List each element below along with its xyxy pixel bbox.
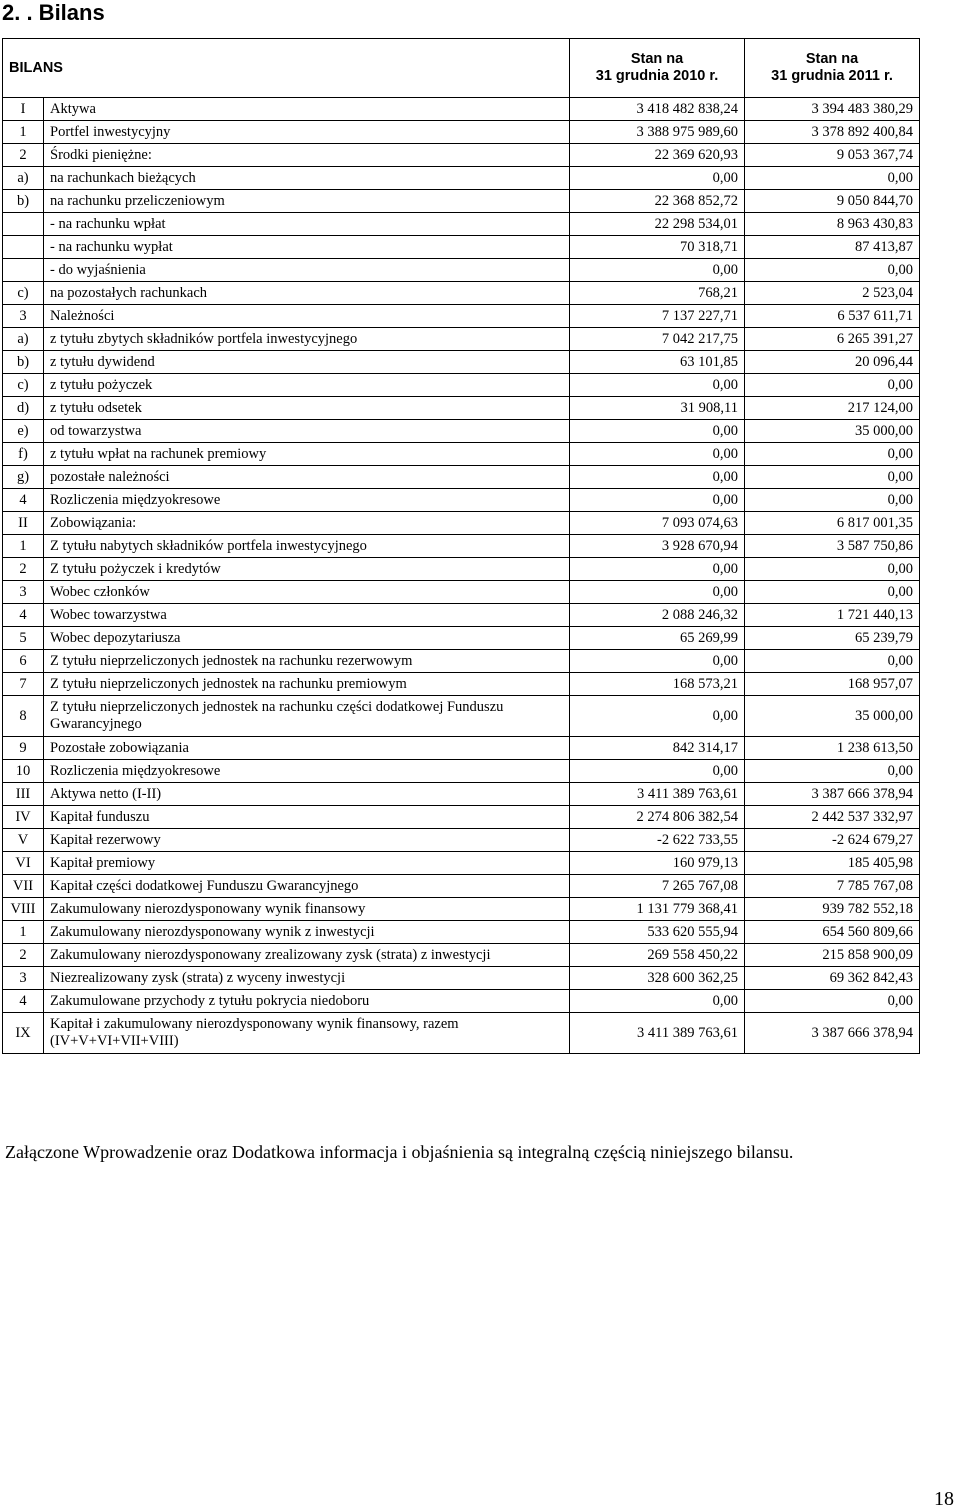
row-label: Wobec towarzystwa bbox=[44, 604, 570, 627]
value-2010: 0,00 bbox=[570, 420, 745, 443]
row-number: 7 bbox=[3, 673, 44, 696]
value-2011: 7 785 767,08 bbox=[745, 875, 920, 898]
page-number: 18 bbox=[934, 1488, 954, 1510]
value-2010: 3 388 975 989,60 bbox=[570, 121, 745, 144]
row-label: Kapitał funduszu bbox=[44, 806, 570, 829]
table-row bbox=[3, 967, 920, 990]
table-row bbox=[3, 466, 920, 489]
value-2011: 9 053 367,74 bbox=[745, 144, 920, 167]
table-row bbox=[3, 489, 920, 512]
row-number: VI bbox=[3, 852, 44, 875]
row-number: 10 bbox=[3, 760, 44, 783]
table-row bbox=[3, 921, 920, 944]
value-2011: 654 560 809,66 bbox=[745, 921, 920, 944]
value-2011: 168 957,07 bbox=[745, 673, 920, 696]
row-number: 2 bbox=[3, 558, 44, 581]
value-2010: 0,00 bbox=[570, 760, 745, 783]
table-row bbox=[3, 512, 920, 535]
value-2010: 2 088 246,32 bbox=[570, 604, 745, 627]
row-number: 8 bbox=[3, 696, 44, 737]
value-2011: 1 238 613,50 bbox=[745, 737, 920, 760]
value-2010: 0,00 bbox=[570, 990, 745, 1013]
value-2011: 3 378 892 400,84 bbox=[745, 121, 920, 144]
value-2011: 6 265 391,27 bbox=[745, 328, 920, 351]
value-2011: 20 096,44 bbox=[745, 351, 920, 374]
value-2010: 7 137 227,71 bbox=[570, 305, 745, 328]
value-2011: 3 387 666 378,94 bbox=[745, 1013, 920, 1054]
value-2010: 70 318,71 bbox=[570, 236, 745, 259]
value-2010: 7 093 074,63 bbox=[570, 512, 745, 535]
row-label: - na rachunku wpłat bbox=[44, 213, 570, 236]
value-2011: 3 587 750,86 bbox=[745, 535, 920, 558]
value-2010: 0,00 bbox=[570, 443, 745, 466]
row-label: - na rachunku wypłat bbox=[44, 236, 570, 259]
row-number: 3 bbox=[3, 581, 44, 604]
value-2011: 0,00 bbox=[745, 259, 920, 282]
footnote: Załączone Wprowadzenie oraz Dodatkowa informacja i objaśnienia są integralną częścią niniejszego bilansu. bbox=[5, 1142, 794, 1162]
table-row bbox=[3, 898, 920, 921]
row-label: Wobec depozytariusza bbox=[44, 627, 570, 650]
row-label: z tytułu pożyczek bbox=[44, 374, 570, 397]
table-row bbox=[3, 213, 920, 236]
column-header-2010-line2: 31 grudnia 2010 r. bbox=[595, 68, 719, 84]
table-row bbox=[3, 121, 920, 144]
table-row bbox=[3, 374, 920, 397]
row-number: 4 bbox=[3, 604, 44, 627]
table-row bbox=[3, 1013, 920, 1054]
table-row bbox=[3, 829, 920, 852]
value-2011: 8 963 430,83 bbox=[745, 213, 920, 236]
value-2011: 35 000,00 bbox=[745, 420, 920, 443]
value-2010: 22 298 534,01 bbox=[570, 213, 745, 236]
table-row bbox=[3, 944, 920, 967]
row-number: c) bbox=[3, 282, 44, 305]
table-row bbox=[3, 650, 920, 673]
table-row bbox=[3, 806, 920, 829]
value-2010: 22 368 852,72 bbox=[570, 190, 745, 213]
table-row bbox=[3, 328, 920, 351]
row-label: z tytułu dywidend bbox=[44, 351, 570, 374]
row-number: 3 bbox=[3, 967, 44, 990]
value-2010: 3 411 389 763,61 bbox=[570, 783, 745, 806]
value-2011: 0,00 bbox=[745, 466, 920, 489]
table-row bbox=[3, 282, 920, 305]
row-label: pozostałe należności bbox=[44, 466, 570, 489]
table-row bbox=[3, 673, 920, 696]
value-2011: 0,00 bbox=[745, 443, 920, 466]
value-2010: -2 622 733,55 bbox=[570, 829, 745, 852]
column-header-2011-line2: 31 grudnia 2011 r. bbox=[771, 68, 893, 84]
row-label: Z tytułu nabytych składników portfela inwestycyjnego bbox=[44, 535, 570, 558]
value-2010: 0,00 bbox=[570, 650, 745, 673]
row-number: VIII bbox=[3, 898, 44, 921]
row-number: f) bbox=[3, 443, 44, 466]
table-title: BILANS bbox=[3, 39, 570, 98]
value-2011: 939 782 552,18 bbox=[745, 898, 920, 921]
value-2010: 533 620 555,94 bbox=[570, 921, 745, 944]
value-2011: 6 537 611,71 bbox=[745, 305, 920, 328]
balance-sheet-table bbox=[2, 38, 920, 1054]
column-header-2010-line1: Stan na bbox=[630, 51, 684, 67]
value-2010: 63 101,85 bbox=[570, 351, 745, 374]
value-2011: 0,00 bbox=[745, 167, 920, 190]
row-label: Zobowiązania: bbox=[44, 512, 570, 535]
row-number: 3 bbox=[3, 305, 44, 328]
table-row bbox=[3, 696, 920, 737]
value-2011: 0,00 bbox=[745, 374, 920, 397]
row-label: Pozostałe zobowiązania bbox=[44, 737, 570, 760]
table-row bbox=[3, 351, 920, 374]
row-number: II bbox=[3, 512, 44, 535]
value-2010: 7 265 767,08 bbox=[570, 875, 745, 898]
row-label: na pozostałych rachunkach bbox=[44, 282, 570, 305]
value-2011: 65 239,79 bbox=[745, 627, 920, 650]
value-2011: 3 394 483 380,29 bbox=[745, 98, 920, 121]
column-header-2011 bbox=[745, 39, 920, 98]
row-number: IV bbox=[3, 806, 44, 829]
row-label: Zakumulowany nierozdysponowany wynik z inwestycji bbox=[44, 921, 570, 944]
table-row bbox=[3, 305, 920, 328]
value-2010: 328 600 362,25 bbox=[570, 967, 745, 990]
value-2010: 3 418 482 838,24 bbox=[570, 98, 745, 121]
row-label: z tytułu wpłat na rachunek premiowy bbox=[44, 443, 570, 466]
row-number: 9 bbox=[3, 737, 44, 760]
value-2011: 6 817 001,35 bbox=[745, 512, 920, 535]
row-number bbox=[3, 236, 44, 259]
table-row bbox=[3, 581, 920, 604]
row-number: a) bbox=[3, 167, 44, 190]
row-label: Z tytułu pożyczek i kredytów bbox=[44, 558, 570, 581]
row-label: Środki pieniężne: bbox=[44, 144, 570, 167]
value-2010: 160 979,13 bbox=[570, 852, 745, 875]
value-2011: 217 124,00 bbox=[745, 397, 920, 420]
value-2010: 22 369 620,93 bbox=[570, 144, 745, 167]
row-label: Wobec członków bbox=[44, 581, 570, 604]
row-label: Kapitał i zakumulowany nierozdysponowany wynik finansowy, razem (IV+V+VI+VII+VIII) bbox=[44, 1013, 570, 1054]
row-number: c) bbox=[3, 374, 44, 397]
row-label: - do wyjaśnienia bbox=[44, 259, 570, 282]
row-number: g) bbox=[3, 466, 44, 489]
section-heading: 2. . Bilans bbox=[2, 0, 105, 25]
row-label: Z tytułu nieprzeliczonych jednostek na rachunku premiowym bbox=[44, 673, 570, 696]
value-2011: 3 387 666 378,94 bbox=[745, 783, 920, 806]
value-2010: 3 928 670,94 bbox=[570, 535, 745, 558]
row-number: d) bbox=[3, 397, 44, 420]
value-2011: 0,00 bbox=[745, 581, 920, 604]
row-label: Rozliczenia międzyokresowe bbox=[44, 489, 570, 512]
row-label: Kapitał części dodatkowej Funduszu Gwarancyjnego bbox=[44, 875, 570, 898]
row-number: 1 bbox=[3, 921, 44, 944]
table-row bbox=[3, 783, 920, 806]
value-2010: 0,00 bbox=[570, 696, 745, 737]
row-label: Kapitał premiowy bbox=[44, 852, 570, 875]
row-number bbox=[3, 213, 44, 236]
value-2010: 2 274 806 382,54 bbox=[570, 806, 745, 829]
row-label: Zakumulowany nierozdysponowany wynik finansowy bbox=[44, 898, 570, 921]
table-row bbox=[3, 760, 920, 783]
value-2011: 185 405,98 bbox=[745, 852, 920, 875]
table-row bbox=[3, 397, 920, 420]
row-number bbox=[3, 259, 44, 282]
row-number: III bbox=[3, 783, 44, 806]
row-number: 2 bbox=[3, 944, 44, 967]
value-2011: 215 858 900,09 bbox=[745, 944, 920, 967]
value-2010: 842 314,17 bbox=[570, 737, 745, 760]
value-2010: 3 411 389 763,61 bbox=[570, 1013, 745, 1054]
table-row bbox=[3, 737, 920, 760]
value-2011: 35 000,00 bbox=[745, 696, 920, 737]
row-label: Z tytułu nieprzeliczonych jednostek na rachunku części dodatkowej Funduszu Gwarancyjnego bbox=[44, 696, 570, 737]
value-2011: 0,00 bbox=[745, 990, 920, 1013]
row-label: Z tytułu nieprzeliczonych jednostek na rachunku rezerwowym bbox=[44, 650, 570, 673]
value-2010: 0,00 bbox=[570, 581, 745, 604]
value-2010: 0,00 bbox=[570, 167, 745, 190]
row-label: Kapitał rezerwowy bbox=[44, 829, 570, 852]
row-number: IX bbox=[3, 1013, 44, 1054]
value-2010: 0,00 bbox=[570, 558, 745, 581]
row-label: z tytułu odsetek bbox=[44, 397, 570, 420]
row-label: od towarzystwa bbox=[44, 420, 570, 443]
value-2010: 269 558 450,22 bbox=[570, 944, 745, 967]
value-2011: 0,00 bbox=[745, 489, 920, 512]
value-2010: 168 573,21 bbox=[570, 673, 745, 696]
value-2010: 65 269,99 bbox=[570, 627, 745, 650]
row-number: e) bbox=[3, 420, 44, 443]
row-number: a) bbox=[3, 328, 44, 351]
value-2011: 9 050 844,70 bbox=[745, 190, 920, 213]
row-label: na rachunkach bieżących bbox=[44, 167, 570, 190]
value-2010: 31 908,11 bbox=[570, 397, 745, 420]
row-label: Aktywa bbox=[44, 98, 570, 121]
row-label: Aktywa netto (I-II) bbox=[44, 783, 570, 806]
value-2010: 1 131 779 368,41 bbox=[570, 898, 745, 921]
value-2011: 0,00 bbox=[745, 760, 920, 783]
table-row bbox=[3, 604, 920, 627]
row-label: Niezrealizowany zysk (strata) z wyceny inwestycji bbox=[44, 967, 570, 990]
table-row bbox=[3, 627, 920, 650]
row-number: b) bbox=[3, 351, 44, 374]
table-row bbox=[3, 443, 920, 466]
column-header-2011-line1: Stan na bbox=[805, 51, 859, 67]
row-number: VII bbox=[3, 875, 44, 898]
table-header-row bbox=[3, 39, 920, 98]
row-label: z tytułu zbytych składników portfela inwestycyjnego bbox=[44, 328, 570, 351]
row-number: 6 bbox=[3, 650, 44, 673]
table-row bbox=[3, 190, 920, 213]
table-row bbox=[3, 144, 920, 167]
value-2011: 0,00 bbox=[745, 558, 920, 581]
value-2011: 1 721 440,13 bbox=[745, 604, 920, 627]
table-row bbox=[3, 852, 920, 875]
row-label: Zakumulowane przychody z tytułu pokrycia niedoboru bbox=[44, 990, 570, 1013]
row-number: 1 bbox=[3, 535, 44, 558]
value-2011: 87 413,87 bbox=[745, 236, 920, 259]
row-number: 4 bbox=[3, 489, 44, 512]
table-row bbox=[3, 98, 920, 121]
table-row bbox=[3, 420, 920, 443]
row-number: 1 bbox=[3, 121, 44, 144]
row-label: na rachunku przeliczeniowym bbox=[44, 190, 570, 213]
value-2011: 0,00 bbox=[745, 650, 920, 673]
value-2010: 7 042 217,75 bbox=[570, 328, 745, 351]
row-number: V bbox=[3, 829, 44, 852]
value-2010: 0,00 bbox=[570, 374, 745, 397]
value-2010: 0,00 bbox=[570, 466, 745, 489]
value-2011: 69 362 842,43 bbox=[745, 967, 920, 990]
row-number: 5 bbox=[3, 627, 44, 650]
value-2010: 0,00 bbox=[570, 259, 745, 282]
value-2011: 2 523,04 bbox=[745, 282, 920, 305]
value-2010: 0,00 bbox=[570, 489, 745, 512]
row-label: Należności bbox=[44, 305, 570, 328]
table-row bbox=[3, 990, 920, 1013]
row-number: 2 bbox=[3, 144, 44, 167]
row-label: Rozliczenia międzyokresowe bbox=[44, 760, 570, 783]
table-row bbox=[3, 259, 920, 282]
value-2010: 768,21 bbox=[570, 282, 745, 305]
row-number: 4 bbox=[3, 990, 44, 1013]
row-label: Portfel inwestycyjny bbox=[44, 121, 570, 144]
row-number: I bbox=[3, 98, 44, 121]
table-row bbox=[3, 167, 920, 190]
table-row bbox=[3, 875, 920, 898]
row-number: b) bbox=[3, 190, 44, 213]
column-header-2010 bbox=[570, 39, 745, 98]
value-2011: 2 442 537 332,97 bbox=[745, 806, 920, 829]
value-2011: -2 624 679,27 bbox=[745, 829, 920, 852]
row-label: Zakumulowany nierozdysponowany zrealizowany zysk (strata) z inwestycji bbox=[44, 944, 570, 967]
table-row bbox=[3, 236, 920, 259]
table-row bbox=[3, 558, 920, 581]
table-row bbox=[3, 535, 920, 558]
